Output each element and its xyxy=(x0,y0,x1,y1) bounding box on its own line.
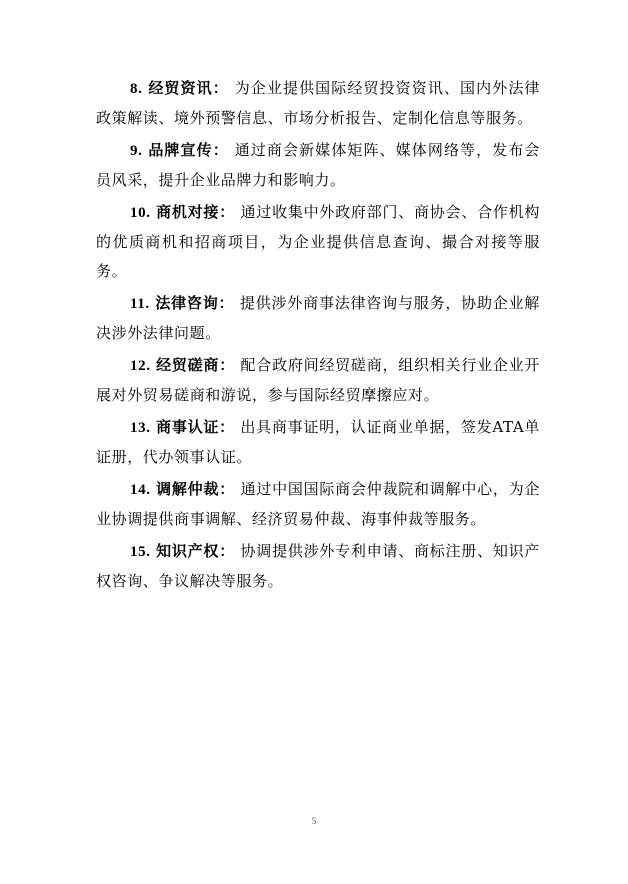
item-text: 配合政府间经贸磋商，组织相关行业企业开展对外贸易磋商和游说，参与国际经贸摩擦应对。 xyxy=(96,356,541,404)
service-item-10 xyxy=(96,198,540,286)
item-number: 8. xyxy=(130,81,143,97)
item-title: 调解仲裁 xyxy=(156,480,220,498)
item-colon: ： xyxy=(219,542,235,560)
service-item-13 xyxy=(96,413,540,472)
item-text: 通过中国国际商会仲裁院和调解中心，为企业协调提供商事调解、经济贸易仲裁、海事仲裁等服务。 xyxy=(96,480,541,528)
item-title: 品牌宣传 xyxy=(148,141,213,159)
service-item-8 xyxy=(96,74,540,133)
item-colon: ： xyxy=(219,480,235,498)
item-text: 为企业提供国际经贸投资资讯、国内外法律政策解读、境外预警信息、市场分析报告、定制化信息等服务。 xyxy=(96,79,541,127)
item-colon: ： xyxy=(212,141,229,159)
item-number: 9. xyxy=(130,143,143,159)
item-colon: ： xyxy=(219,418,235,436)
item-number: 12. xyxy=(130,358,151,374)
item-colon: ： xyxy=(212,79,229,97)
item-colon: ： xyxy=(219,203,235,221)
item-colon: ： xyxy=(218,294,235,312)
item-number: 10. xyxy=(130,205,151,221)
item-text: 通过收集中外政府部门、商协会、合作机构的优质商机和招商项目，为企业提供信息查询、撮合对接等服务。 xyxy=(96,203,541,280)
service-item-9 xyxy=(96,136,540,195)
item-title: 知识产权 xyxy=(156,542,220,560)
item-text: 协调提供涉外专利申请、商标注册、知识产权咨询、争议解决等服务。 xyxy=(96,542,541,590)
service-item-12 xyxy=(96,351,540,410)
page-number: 5 xyxy=(311,816,317,826)
item-title: 商机对接 xyxy=(156,203,220,221)
item-title: 经贸资讯 xyxy=(148,79,213,97)
item-title: 经贸磋商 xyxy=(156,356,220,374)
service-item-11 xyxy=(96,289,540,348)
item-title: 法律咨询 xyxy=(155,294,219,312)
item-number: 11. xyxy=(130,296,150,312)
item-title: 商事认证 xyxy=(156,418,220,436)
item-number: 13. xyxy=(130,420,151,436)
item-text: 出具商事证明，认证商业单据，签发ATA单证册，代办领事认证。 xyxy=(96,418,541,466)
service-item-14 xyxy=(96,475,540,534)
item-colon: ： xyxy=(219,356,235,374)
item-number: 14. xyxy=(130,482,151,498)
item-number: 15. xyxy=(130,544,151,560)
item-text: 提供涉外商事法律咨询与服务，协助企业解决涉外法律问题。 xyxy=(96,294,540,342)
service-list xyxy=(96,74,540,599)
item-text: 通过商会新媒体矩阵、媒体网络等，发布会员风采，提升企业品牌力和影响力。 xyxy=(96,141,541,189)
service-item-15 xyxy=(96,537,540,596)
